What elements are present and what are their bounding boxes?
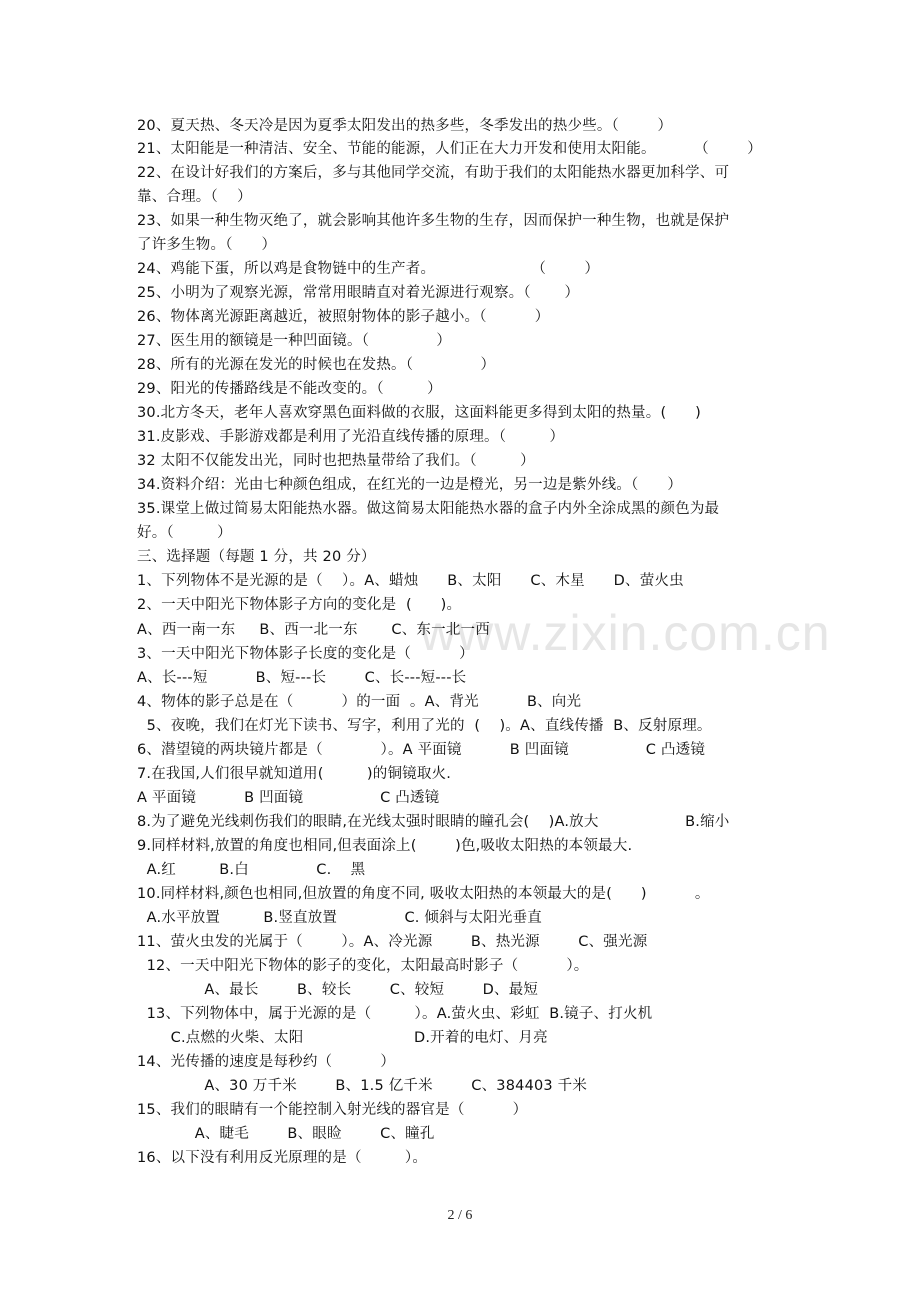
text-line: 35.课堂上做过简易太阳能热水器。做这简易太阳能热水器的盒子内外全涂成黑的颜色为最 [137, 501, 720, 517]
text-line: 3、一天中阳光下物体影子长度的变化是（ ） [137, 646, 474, 662]
text-line: 10.同样材料,颜色也相同,但放置的角度不同, 吸收太阳热的本领最大的是( ) 。 [137, 886, 710, 902]
text-line: 34.资料介绍：光由七种颜色组成，在红光的一边是橙光，另一边是紫外线。（ ） [137, 477, 683, 493]
text-line: 32 太阳不仅能发出光，同时也把热量带给了我们。（ ） [137, 453, 535, 469]
text-line: 12、一天中阳光下物体的影子的变化，太阳最高时影子（ ）。 [137, 958, 589, 974]
text-line: 25、小明为了观察光源，常常用眼睛直对着光源进行观察。（ ） [137, 285, 580, 301]
text-line: 4、物体的影子总是在（ ）的一面 。A、背光 B、向光 [137, 694, 582, 710]
text-line: 13、下列物体中，属于光源的是（ ）。A.萤火虫、彩虹 B.镜子、打火机 [137, 1006, 653, 1022]
text-line: A、睫毛 B、眼睑 C、瞳孔 [137, 1126, 435, 1142]
text-line: 30.北方冬天，老年人喜欢穿黑色面料做的衣服，这面料能更多得到太阳的热量。( ) [137, 405, 702, 421]
text-line: A、西一南一东 B、西一北一东 C、东一北一西 [137, 622, 490, 638]
text-line: 2、一天中阳光下物体影子方向的变化是 ( )。 [137, 597, 462, 613]
text-line: 20、夏天热、冬天冷是因为夏季太阳发出的热多些，冬季发出的热少些。（ ） [137, 118, 673, 134]
text-line: 15、我们的眼睛有一个能控制入射光线的器官是（ ） [137, 1102, 528, 1118]
text-line: 21、太阳能是一种清洁、安全、节能的能源，人们正在大力开发和使用太阳能。 （ ） [137, 141, 762, 157]
text-line: 8.为了避免光线刺伤我们的眼睛,在光线太强时眼睛的瞳孔会( )A.放大 B.缩小 [137, 814, 730, 830]
text-line: A、最长 B、较长 C、较短 D、最短 [137, 982, 539, 998]
text-line: 14、光传播的速度是每秒约（ ） [137, 1054, 396, 1070]
text-line: 16、以下没有利用反光原理的是（ ）。 [137, 1150, 428, 1166]
text-line: A.水平放置 B.竖直放置 C. 倾斜与太阳光垂直 [137, 910, 542, 926]
text-line: 好。（ ） [137, 525, 232, 541]
text-line: 31.皮影戏、手影游戏都是利用了光沿直线传播的原理。（ ） [137, 429, 565, 445]
text-line: A、长---短 B、短---长 C、长---短---长 [137, 670, 467, 686]
text-line: 6、潜望镜的两块镜片都是（ ）。A 平面镜 B 凹面镜 C 凸透镜 [137, 742, 706, 758]
text-line: 5、夜晚，我们在灯光下读书、写字，利用了光的 ( )。A、直线传播 B、反射原理。 [137, 718, 712, 734]
text-line: 了许多生物。（ ） [137, 237, 277, 253]
page-number: 2 / 6 [447, 1208, 473, 1223]
watermark: www.zixin.com.cn [420, 605, 831, 661]
text-line: 9.同样材料,放置的角度也相同,但表面涂上( )色,吸收太阳热的本领最大. [137, 838, 633, 854]
text-line: 27、医生用的额镜是一种凹面镜。（ ） [137, 333, 452, 349]
text-line: A、30 万千米 B、1.5 亿千米 C、384403 千米 [137, 1078, 588, 1094]
text-line: 1、下列物体不是光源的是（ ）。A、蜡烛 B、太阳 C、木星 D、萤火虫 [137, 573, 684, 589]
text-line: 22、在设计好我们的方案后，多与其他同学交流，有助于我们的太阳能热水器更加科学、可 [137, 165, 730, 181]
text-line: 24、鸡能下蛋，所以鸡是食物链中的生产者。 （ ） [137, 261, 600, 277]
text-line: A.红 B.白 C. 黑 [137, 862, 366, 878]
text-line: 29、阳光的传播路线是不能改变的。（ ） [137, 381, 442, 397]
text-line: 28、所有的光源在发光的时候也在发热。（ ） [137, 357, 496, 373]
text-line: 11、萤火虫发的光属于（ ）。A、冷光源 B、热光源 C、强光源 [137, 934, 648, 950]
text-line: 靠、合理。（ ） [137, 189, 252, 205]
text-line: A 平面镜 B 凹面镜 C 凸透镜 [137, 790, 440, 806]
text-line: 7.在我国,人们很早就知道用( )的铜镜取火. [137, 766, 452, 782]
text-line: 23、如果一种生物灭绝了，就会影响其他许多生物的生存，因而保护一种生物，也就是保护 [137, 213, 730, 229]
text-line: 26、物体离光源距离越近，被照射物体的影子越小。（ ） [137, 309, 550, 325]
text-line: 三、选择题（每题 1 分，共 20 分） [137, 549, 376, 565]
text-line: C.点燃的火柴、太阳 D.开着的电灯、月亮 [137, 1030, 548, 1046]
